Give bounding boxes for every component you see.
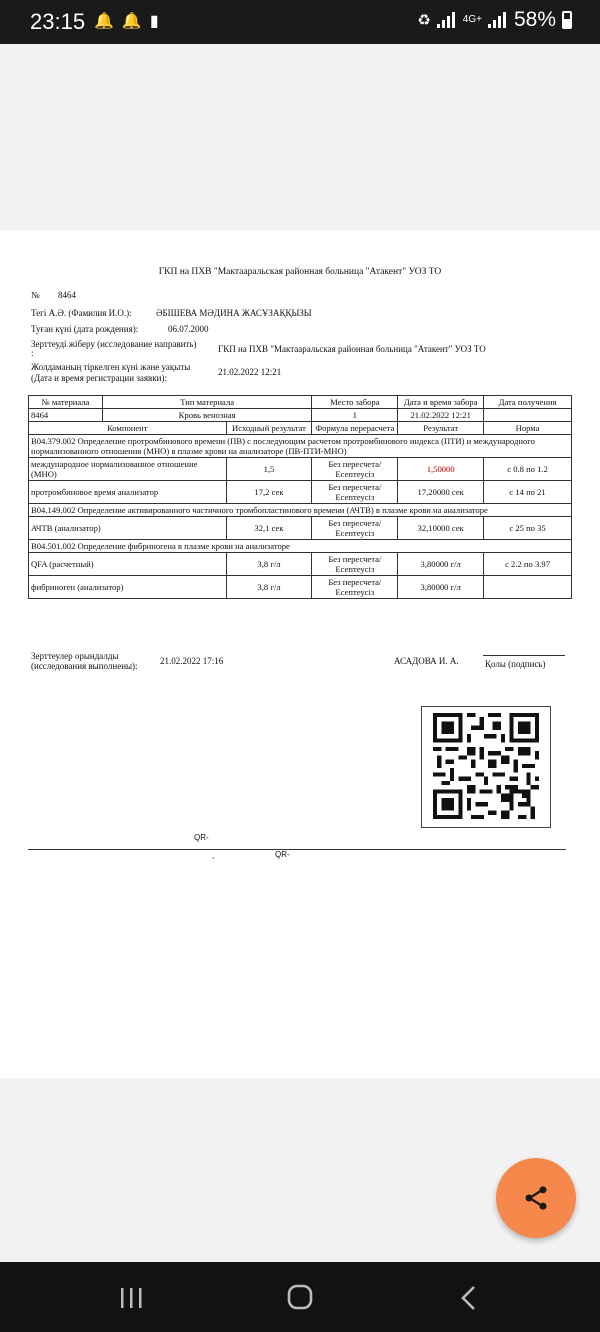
norm: с 2.2 по 3.97 (484, 553, 572, 576)
header-receipt-date: Дата получения (484, 396, 572, 409)
formula: Без пересчета/ Есептеусіз (312, 458, 398, 481)
norm: с 14 по 21 (484, 481, 572, 504)
qr-code-icon (433, 713, 539, 819)
notification-icons (94, 11, 159, 31)
raw-result: 3,8 г/л (226, 553, 312, 576)
signal-icon (437, 12, 457, 28)
component: протромбиновое время анализатор (29, 481, 227, 504)
component: фибриноген (анализатор) (29, 576, 227, 599)
completed-label-ru: (исследования выполнены): (31, 661, 138, 671)
section-title-row (29, 435, 572, 458)
registration-label: Жолдаманың тіркелген күні және уақыты (31, 362, 191, 372)
component: QFA (расчетный) (29, 553, 227, 576)
header-raw-result: Исходный результат (226, 422, 312, 435)
number-label: № (31, 290, 40, 300)
results-header-row (29, 422, 572, 435)
referral-colon: : (31, 348, 34, 358)
completed-value: 21.02.2022 17:16 (160, 656, 224, 666)
formula: Без пересчета/ Есептеусіз (312, 517, 398, 540)
document-page[interactable] (0, 230, 600, 1078)
sample-header-row (29, 396, 572, 409)
battery-saver-icon: ♻ (417, 12, 431, 29)
hospital-title: ГКП на ПХВ "Мактааральская районная больница "Атакент" УОЗ ТО (158, 267, 442, 277)
network-type: 4G+ (462, 14, 482, 25)
recent-apps-icon (112, 1282, 152, 1314)
signature-line (483, 655, 565, 656)
collection-place: 1 (312, 409, 398, 422)
section-title: B04.379.002 Определение протромбинового времени (ПВ) с последующим расчетом протромбинового индекса (ПТИ) и международного нормализованного отношения (МНО) в плазме крови на анализаторе (ПВ-ПТИ-МНО) (29, 435, 572, 458)
qr-comma: , (212, 851, 215, 860)
battery-percent: 58% (513, 8, 556, 31)
patient-name: ӘБІШЕВА МӘДИНА ЖАСҰЗАҚҚЫЗЫ (156, 308, 312, 318)
raw-result: 1,5 (226, 458, 312, 481)
signal-icon (488, 12, 508, 28)
norm (484, 576, 572, 599)
result-row (29, 553, 572, 576)
sample-row (29, 409, 572, 422)
section-title-row (29, 504, 572, 517)
dob-value: 06.07.2000 (168, 324, 209, 334)
raw-result: 32,1 сек (226, 517, 312, 540)
norm: с 0.8 по 1.2 (484, 458, 572, 481)
dob-label: Туған күні (дата рождения): (31, 324, 139, 334)
battery-icon (562, 11, 572, 29)
share-icon (522, 1184, 550, 1212)
header-formula: Формула перерасчета (312, 422, 398, 435)
formula: Без пересчета/ Есептеусіз (312, 576, 398, 599)
header-component: Компонент (29, 422, 227, 435)
section-title: B04.501.002 Определение фибриногена в плазме крови на анализаторе (29, 540, 572, 553)
home-icon (280, 1282, 320, 1314)
navigation-bar (0, 1262, 600, 1332)
referral-label: Зерттеуді жіберу (исследование направить) (31, 339, 197, 349)
back-button[interactable] (448, 1282, 488, 1314)
raw-result: 3,8 г/л (226, 576, 312, 599)
collection-date: 21.02.2022 12:21 (398, 409, 484, 422)
results-table (28, 395, 572, 599)
result-value: 32,10000 сек (398, 517, 484, 540)
raw-result: 17,2 сек (226, 481, 312, 504)
header-result: Результат (398, 422, 484, 435)
material-number: 8464 (29, 409, 103, 422)
doctor-name: АСАДОВА И. А. (394, 656, 459, 666)
section-title: B04.149.002 Определение активированного частичного тромбопластинового времени (АЧТВ) в плазме крови на анализаторе (29, 504, 572, 517)
header-material-type: Тип материала (102, 396, 311, 409)
registration-label-ru: (Дата и время регистрации заявки): (31, 373, 167, 383)
result-value: 17,20000 сек (398, 481, 484, 504)
share-button[interactable] (496, 1158, 576, 1238)
result-value: 3,80000 г/л (398, 553, 484, 576)
header-norm: Норма (484, 422, 572, 435)
name-label: Тегі А.Ә. (Фамилия И.О.): (31, 308, 132, 318)
formula: Без пересчета/ Есептеусіз (312, 481, 398, 504)
result-row (29, 458, 572, 481)
norm: с 25 по 35 (484, 517, 572, 540)
signature-label: Қолы (подпись) (485, 659, 546, 669)
registration-value: 21.02.2022 12:21 (218, 367, 282, 377)
header-collection-date: Дата и время забора (398, 396, 484, 409)
number-value: 8464 (58, 290, 76, 300)
status-bar (0, 0, 600, 44)
status-time: 23:15 (30, 9, 86, 34)
sd-card-icon: ▮ (149, 13, 159, 30)
component: АЧТВ (анализатор) (29, 517, 227, 540)
section-title-row (29, 540, 572, 553)
status-right (417, 8, 572, 32)
back-icon (448, 1282, 488, 1314)
home-button[interactable] (280, 1282, 320, 1314)
formula: Без пересчета/ Есептеусіз (312, 553, 398, 576)
referral-value: ГКП на ПХВ "Мактааральская районная больница "Атакент" УОЗ ТО (218, 344, 486, 354)
receipt-date (484, 409, 572, 422)
bell-icon: 🔔 (94, 13, 114, 30)
component: международное нормализованное отношение (МНО) (29, 458, 227, 481)
recent-apps-button[interactable] (112, 1282, 152, 1314)
divider-line (28, 849, 566, 850)
bell-icon: 🔔 (121, 13, 142, 30)
qr-label: QR- (194, 833, 209, 842)
header-material-number: № материала (29, 396, 103, 409)
qr-label-2: QR- (275, 850, 290, 859)
header-collection-place: Место забора (312, 396, 398, 409)
result-row (29, 576, 572, 599)
qr-code (421, 706, 551, 828)
result-row (29, 481, 572, 504)
completed-label: Зерттеулер орындалды (31, 651, 119, 661)
material-type: Кровь венозная (102, 409, 311, 422)
result-row (29, 517, 572, 540)
result-value: 3,80000 г/л (398, 576, 484, 599)
result-value: 1,50000 (398, 458, 484, 481)
